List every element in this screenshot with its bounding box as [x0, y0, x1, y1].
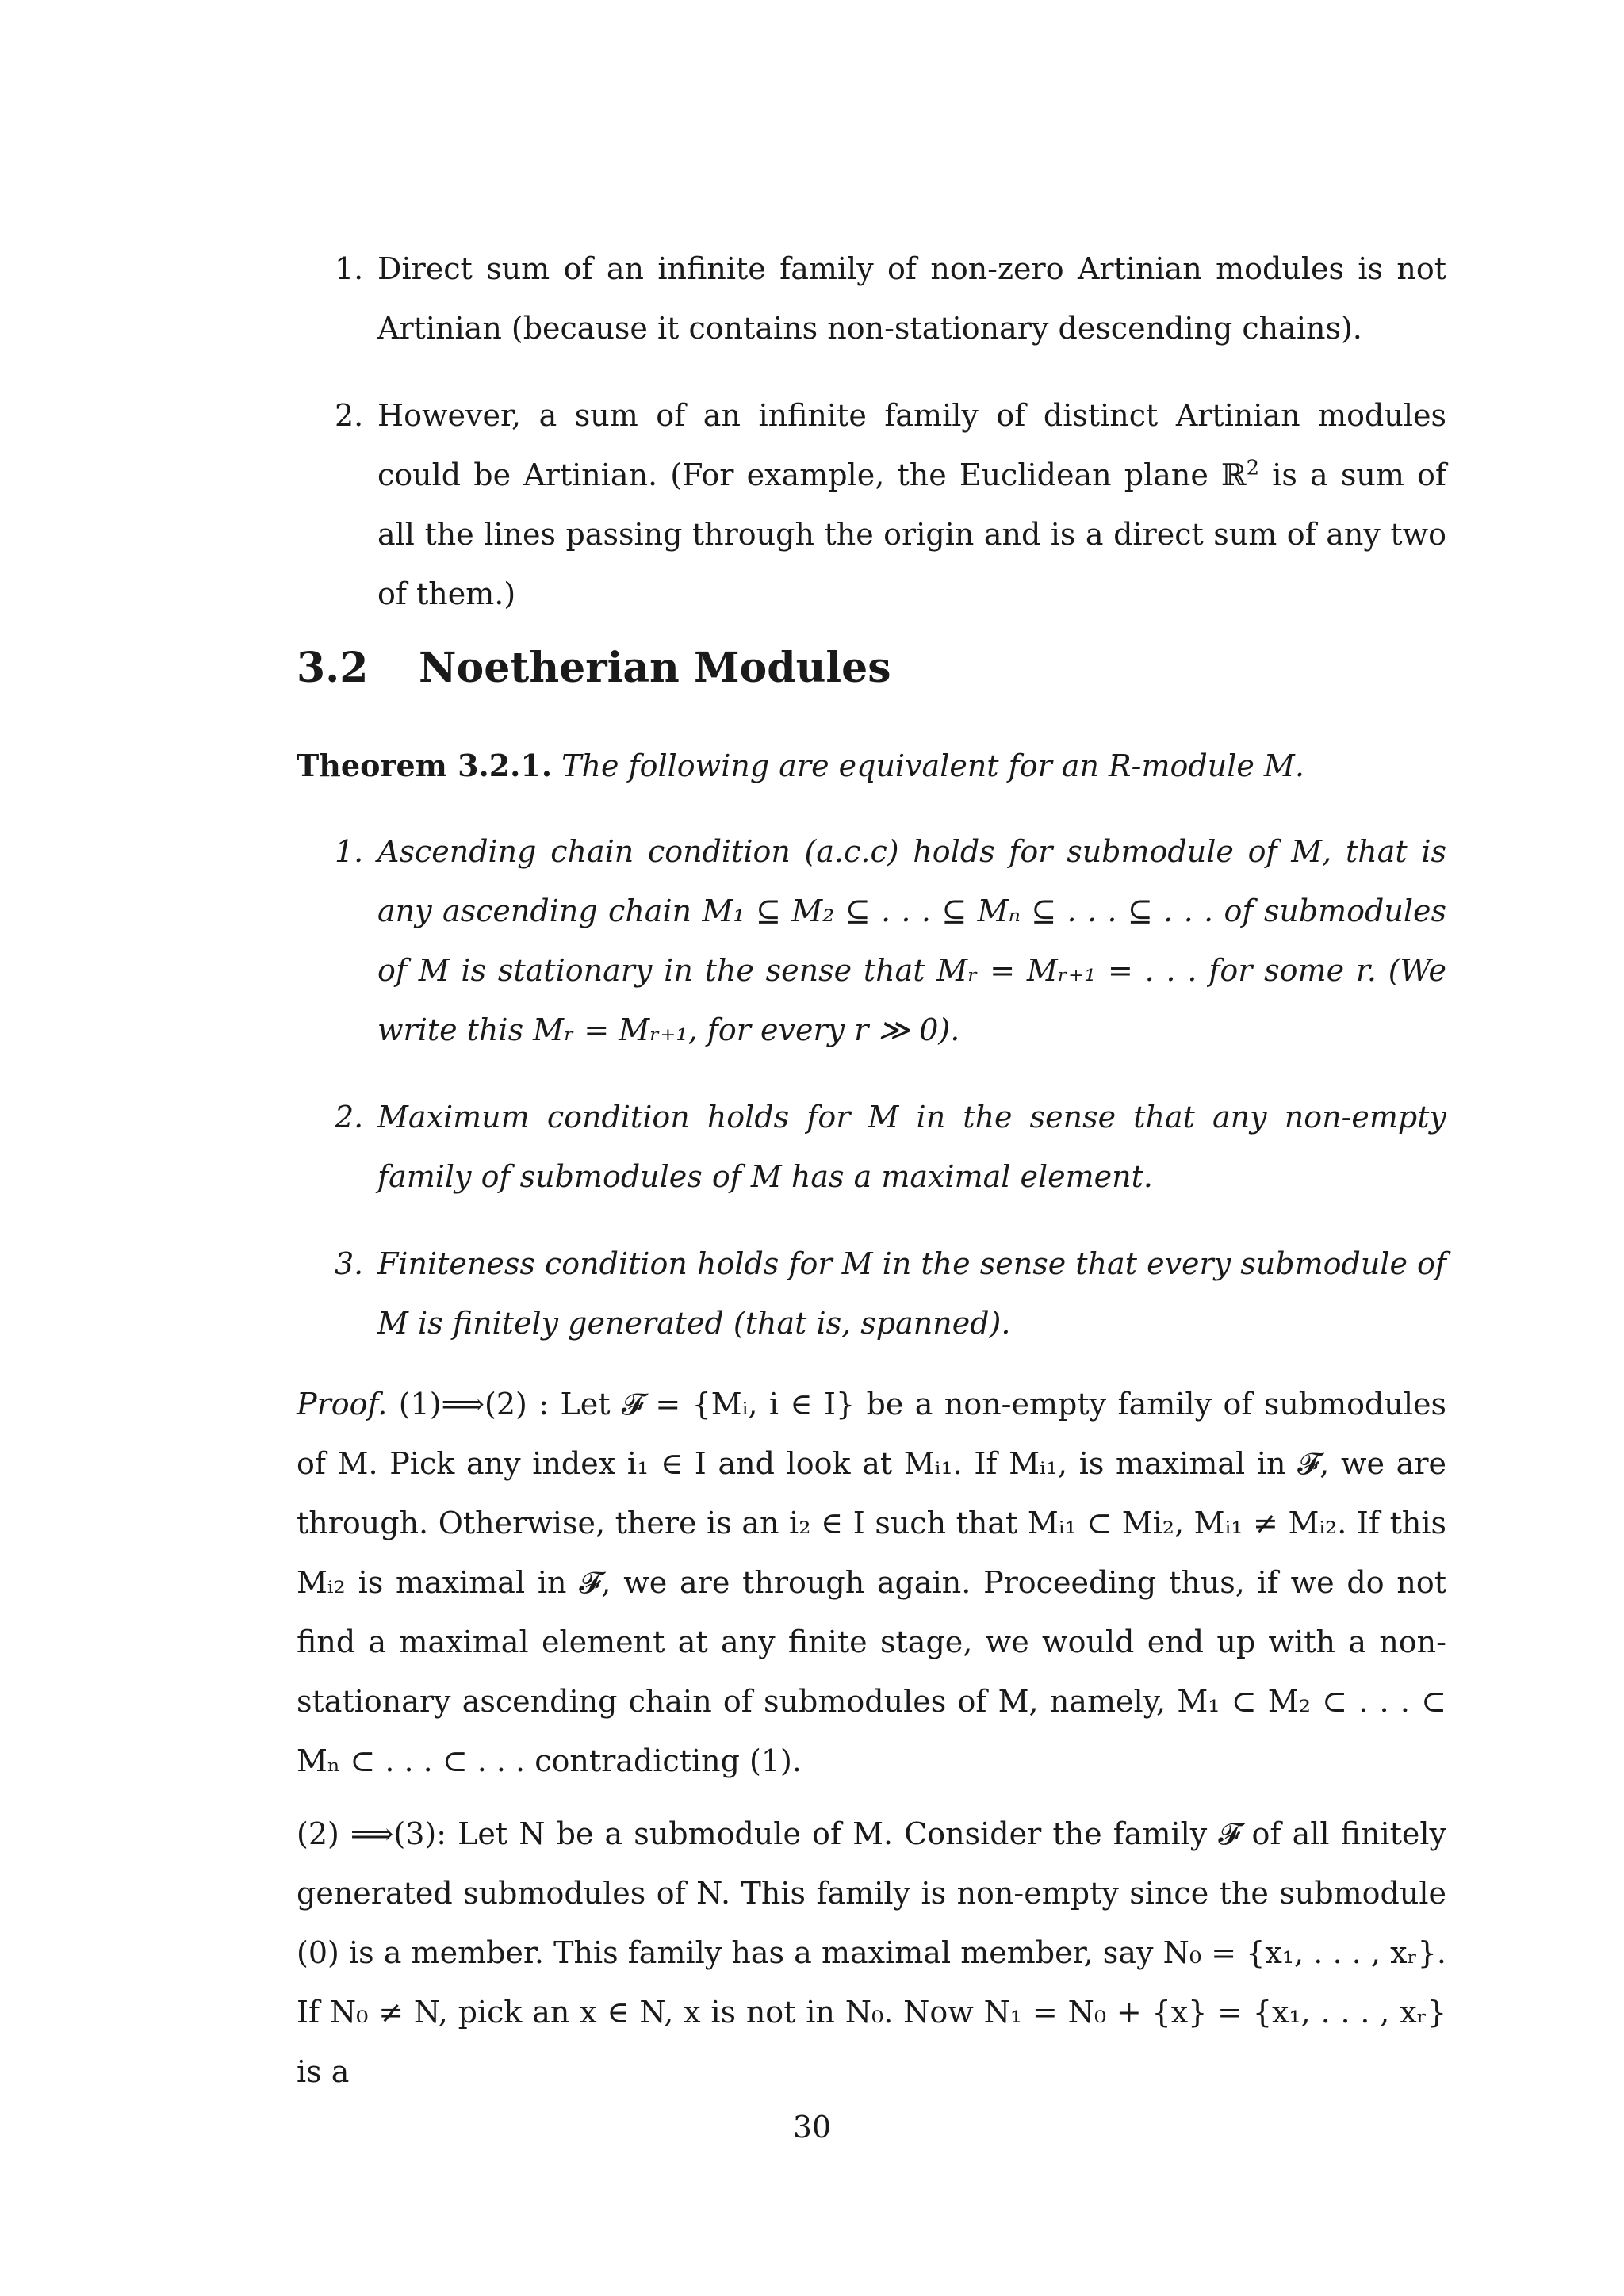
proof-paragraph-1 — [297, 1375, 1446, 1791]
theorem-label: Theorem 3.2.1. — [297, 748, 553, 783]
remark-text: Direct sum of an infinite family of non-zero Artinian modules is not Artinian (because it contains non-stationary descending chains). — [377, 251, 1446, 346]
theorem-item-number: 2. — [335, 1100, 364, 1135]
proof-block — [297, 1375, 1446, 2102]
remark-item-2 — [297, 386, 1446, 624]
theorem-item-2 — [297, 1088, 1446, 1207]
page-number: 30 — [792, 2110, 832, 2145]
theorem-item-text: Maximum condition holds for M in the sense that any non-empty family of submodules of M has a maximal element. — [377, 1100, 1446, 1194]
theorem-item-text: Ascending chain condition (a.c.c) holds for submodule of M, that is any ascending chain M₁ ⊆ M₂ ⊆ . . . ⊆ Mₙ ⊆ . . . ⊆ . . . of submodules of M is stationary in the sense that Mᵣ = Mᵣ₊₁ = . . . for some r. (We write this Mᵣ = Mᵣ₊₁, for every r ≫ 0). — [377, 834, 1446, 1047]
remark-item-1 — [297, 239, 1446, 358]
math-superscript: 2 — [1246, 456, 1260, 480]
remark-text-start: However, a sum of an infinite family of distinct Artinian modules could be Artinian. (For example, the Euclidean plane — [377, 398, 1446, 492]
theorem-item-number: 3. — [335, 1246, 364, 1281]
math-real-numbers: ℝ — [1221, 457, 1247, 492]
theorem-item-text: Finiteness condition holds for M in the sense that every submodule of M is finitely generated (that is, spanned). — [377, 1246, 1446, 1341]
proof-text-2: (2) ⟹(3): Let N be a submodule of M. Consider the family 𝓕 of all finitely generated submodules of N. This family is non-empty since the submodule (0) is a member. This family has a maximal member, say N₀ = {x₁, . . . , xᵣ}. If N₀ ≠ N, pick an x ∈ N, x is not in N₀. Now N₁ = N₀ + {x} = {x₁, . . . , xᵣ} is a — [297, 1816, 1446, 2089]
theorem-statement: The following are equivalent for an R-module M. — [561, 748, 1304, 783]
theorem-item-number: 1. — [335, 834, 364, 869]
theorem-block — [297, 736, 1446, 1353]
section-number: 3.2 — [297, 644, 369, 692]
remark-number: 1. — [335, 251, 364, 286]
theorem-item-3 — [297, 1234, 1446, 1353]
proof-label: Proof. — [297, 1387, 388, 1422]
theorem-item-1 — [297, 822, 1446, 1060]
proof-paragraph-2 — [297, 1804, 1446, 2102]
proof-text-1: (1)⟹(2) : Let 𝓕 = {Mᵢ, i ∈ I} be a non-empty family of submodules of M. Pick any index i₁ ∈ I and look at Mᵢ₁. If Mᵢ₁, is maximal in 𝓕, we are through. Otherwise, there is an i₂ ∈ I such that Mᵢ₁ ⊂ Mi₂, Mᵢ₁ ≠ Mᵢ₂. If this Mᵢ₂ is maximal in 𝓕, we are through again. Proceeding thus, if we do not find a maximal element at any finite stage, we would end up with a non-stationary ascending chain of submodules of M, namely, M₁ ⊂ M₂ ⊂ . . . ⊂ Mₙ ⊂ . . . ⊂ . . . contradicting (1). — [297, 1387, 1446, 1778]
remark-text-end: is a sum of all the lines passing through the origin and is a direct sum of any two of them.) — [377, 457, 1446, 611]
remark-number: 2. — [335, 398, 364, 433]
remarks-list — [297, 239, 1446, 624]
theorem-statement-line — [297, 736, 1446, 796]
section-title: Noetherian Modules — [419, 644, 891, 692]
section-heading — [297, 641, 891, 696]
